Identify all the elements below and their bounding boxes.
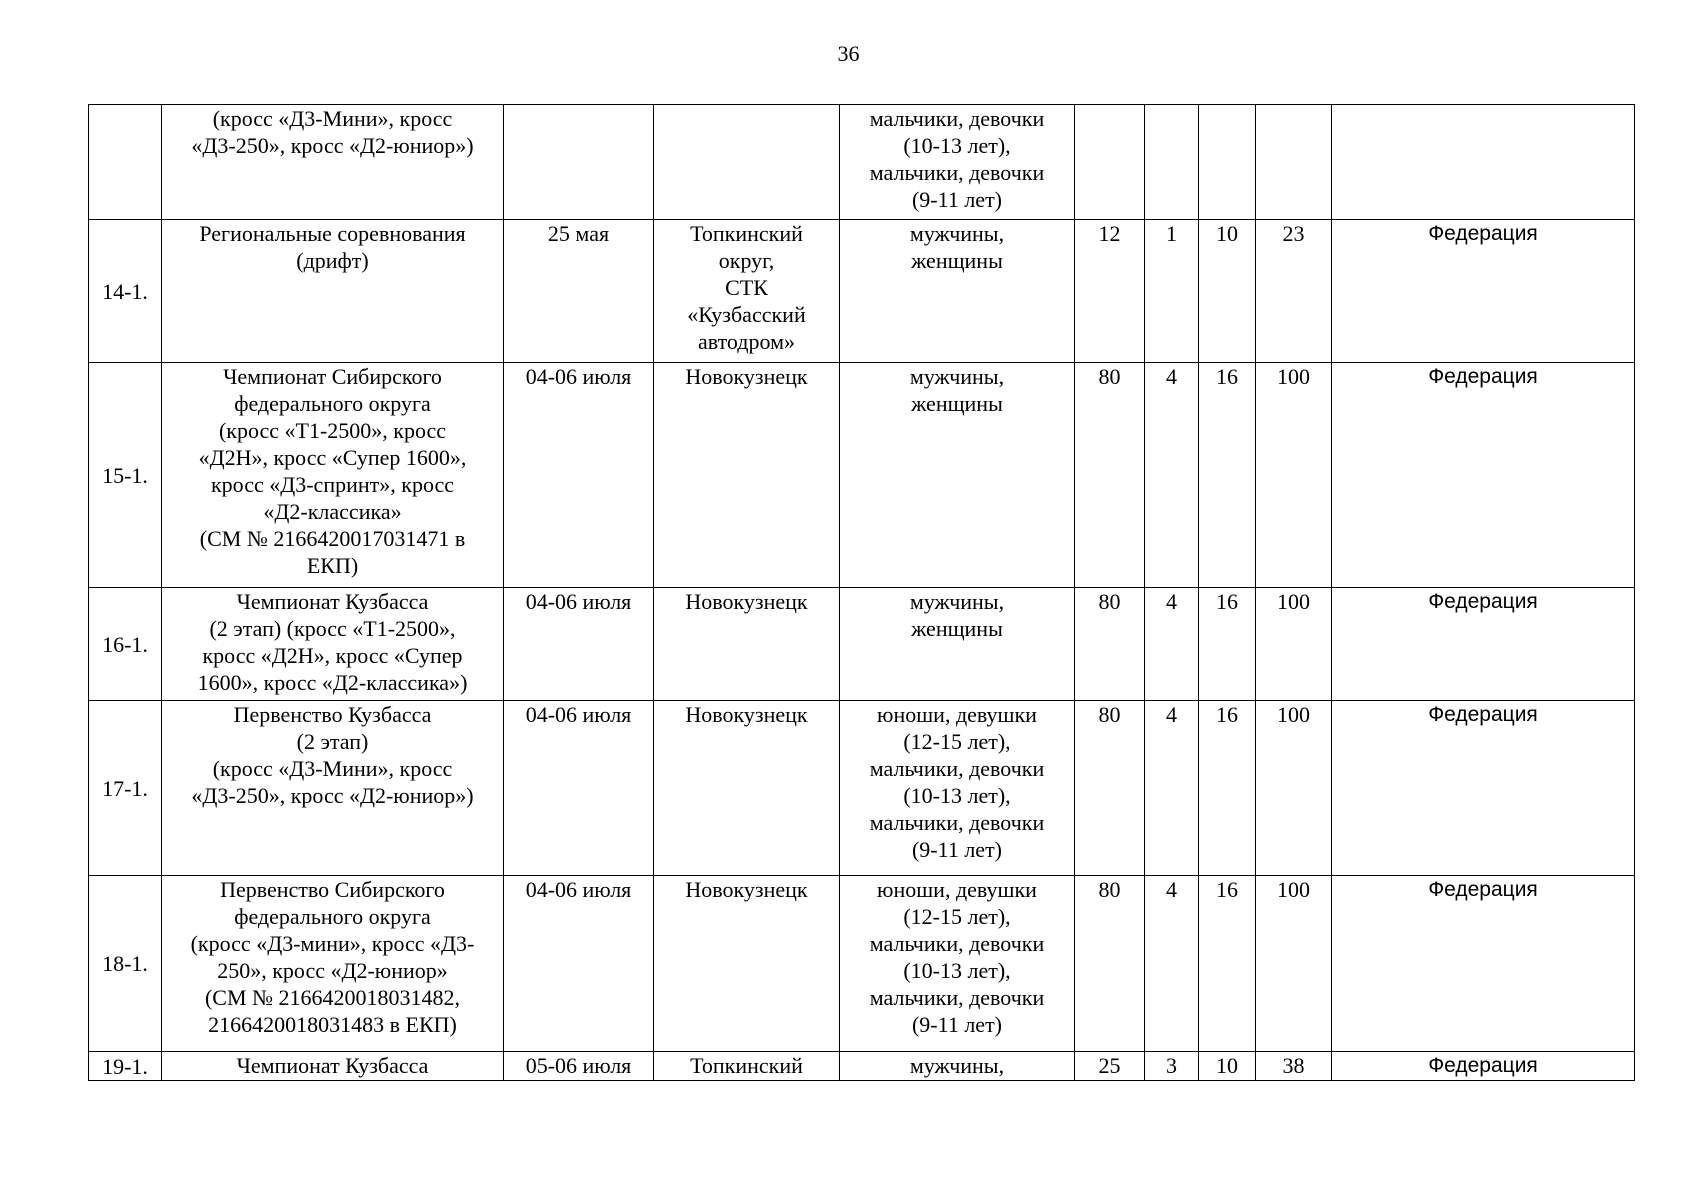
- event-participants: мужчины, женщины: [840, 363, 1075, 588]
- count-total: 38: [1256, 1052, 1332, 1081]
- event-organizer: Федерация: [1332, 876, 1635, 1052]
- event-date: 05-06 июля: [504, 1052, 654, 1081]
- count-athletes: 80: [1075, 363, 1145, 588]
- event-name: Первенство Кузбасса (2 этап) (кросс «Д3-Мини», кросс «Д3-250», кросс «Д2-юниор»): [162, 701, 504, 876]
- row-number: 19-1.: [89, 1052, 162, 1081]
- count-total: 100: [1256, 876, 1332, 1052]
- event-participants: мужчины, женщины: [840, 220, 1075, 363]
- count-judges: [1145, 105, 1199, 220]
- count-judges: 3: [1145, 1052, 1199, 1081]
- event-name: Чемпионат Сибирского федерального округа (кросс «Т1-2500», кросс «Д2Н», кросс «Супер 1600», кросс «Д3-спринт», кросс «Д2-классика» (СМ № 2166420017031471 в ЕКП): [162, 363, 504, 588]
- event-date: [504, 105, 654, 220]
- event-name: Первенство Сибирского федерального округа (кросс «Д3-мини», кросс «Д3- 250», кросс «Д2-юниор» (СМ № 2166420018031482, 2166420018031483 в ЕКП): [162, 876, 504, 1052]
- event-place: Топкинский округ, СТК «Кузбасский автодром»: [654, 220, 840, 363]
- table-row: [89, 701, 1635, 876]
- event-organizer: Федерация: [1332, 220, 1635, 363]
- event-participants: мальчики, девочки (10-13 лет), мальчики, девочки (9-11 лет): [840, 105, 1075, 220]
- event-name: Региональные соревнования (дрифт): [162, 220, 504, 363]
- page-number: 36: [837, 41, 860, 66]
- count-total: [1256, 105, 1332, 220]
- event-organizer: Федерация: [1332, 701, 1635, 876]
- table-row: [89, 105, 1635, 220]
- count-athletes: 25: [1075, 1052, 1145, 1081]
- event-participants: мужчины,: [840, 1052, 1075, 1081]
- count-total: 100: [1256, 363, 1332, 588]
- events-table: [88, 104, 1635, 1081]
- count-staff: [1199, 105, 1256, 220]
- event-organizer: [1332, 105, 1635, 220]
- event-name: (кросс «Д3-Мини», кросс «Д3-250», кросс «Д2-юниор»): [162, 105, 504, 220]
- count-judges: 4: [1145, 876, 1199, 1052]
- count-judges: 4: [1145, 588, 1199, 701]
- count-judges: 4: [1145, 363, 1199, 588]
- count-athletes: 80: [1075, 876, 1145, 1052]
- count-staff: 10: [1199, 1052, 1256, 1081]
- event-place: Новокузнецк: [654, 701, 840, 876]
- event-participants: юноши, девушки (12-15 лет), мальчики, девочки (10-13 лет), мальчики, девочки (9-11 лет): [840, 876, 1075, 1052]
- count-total: 100: [1256, 588, 1332, 701]
- event-date: 04-06 июля: [504, 363, 654, 588]
- event-place: Топкинский: [654, 1052, 840, 1081]
- count-judges: 1: [1145, 220, 1199, 363]
- table-row: [89, 876, 1635, 1052]
- row-number: 15-1.: [89, 363, 162, 588]
- count-staff: 10: [1199, 220, 1256, 363]
- event-place: Новокузнецк: [654, 363, 840, 588]
- event-organizer: Федерация: [1332, 588, 1635, 701]
- event-name: Чемпионат Кузбасса: [162, 1052, 504, 1081]
- count-judges: 4: [1145, 701, 1199, 876]
- table-row: [89, 588, 1635, 701]
- event-organizer: Федерация: [1332, 1052, 1635, 1081]
- count-staff: 16: [1199, 701, 1256, 876]
- event-place: Новокузнецк: [654, 588, 840, 701]
- count-athletes: 12: [1075, 220, 1145, 363]
- table-row: [89, 1052, 1635, 1081]
- event-date: 25 мая: [504, 220, 654, 363]
- count-athletes: 80: [1075, 588, 1145, 701]
- table-row: [89, 363, 1635, 588]
- count-athletes: 80: [1075, 701, 1145, 876]
- event-name: Чемпионат Кузбасса (2 этап) (кросс «Т1-2500», кросс «Д2Н», кросс «Супер 1600», кросс «Д2-классика»): [162, 588, 504, 701]
- count-total: 100: [1256, 701, 1332, 876]
- event-date: 04-06 июля: [504, 701, 654, 876]
- row-number: 14-1.: [89, 220, 162, 363]
- event-place: Новокузнецк: [654, 876, 840, 1052]
- row-number: 18-1.: [89, 876, 162, 1052]
- event-place: [654, 105, 840, 220]
- row-number: 16-1.: [89, 588, 162, 701]
- event-date: 04-06 июля: [504, 876, 654, 1052]
- event-date: 04-06 июля: [504, 588, 654, 701]
- table-row: [89, 220, 1635, 363]
- count-staff: 16: [1199, 588, 1256, 701]
- event-participants: юноши, девушки (12-15 лет), мальчики, девочки (10-13 лет), мальчики, девочки (9-11 лет): [840, 701, 1075, 876]
- count-staff: 16: [1199, 876, 1256, 1052]
- count-total: 23: [1256, 220, 1332, 363]
- row-number: 17-1.: [89, 701, 162, 876]
- count-athletes: [1075, 105, 1145, 220]
- event-organizer: Федерация: [1332, 363, 1635, 588]
- row-number: [89, 105, 162, 220]
- event-participants: мужчины, женщины: [840, 588, 1075, 701]
- count-staff: 16: [1199, 363, 1256, 588]
